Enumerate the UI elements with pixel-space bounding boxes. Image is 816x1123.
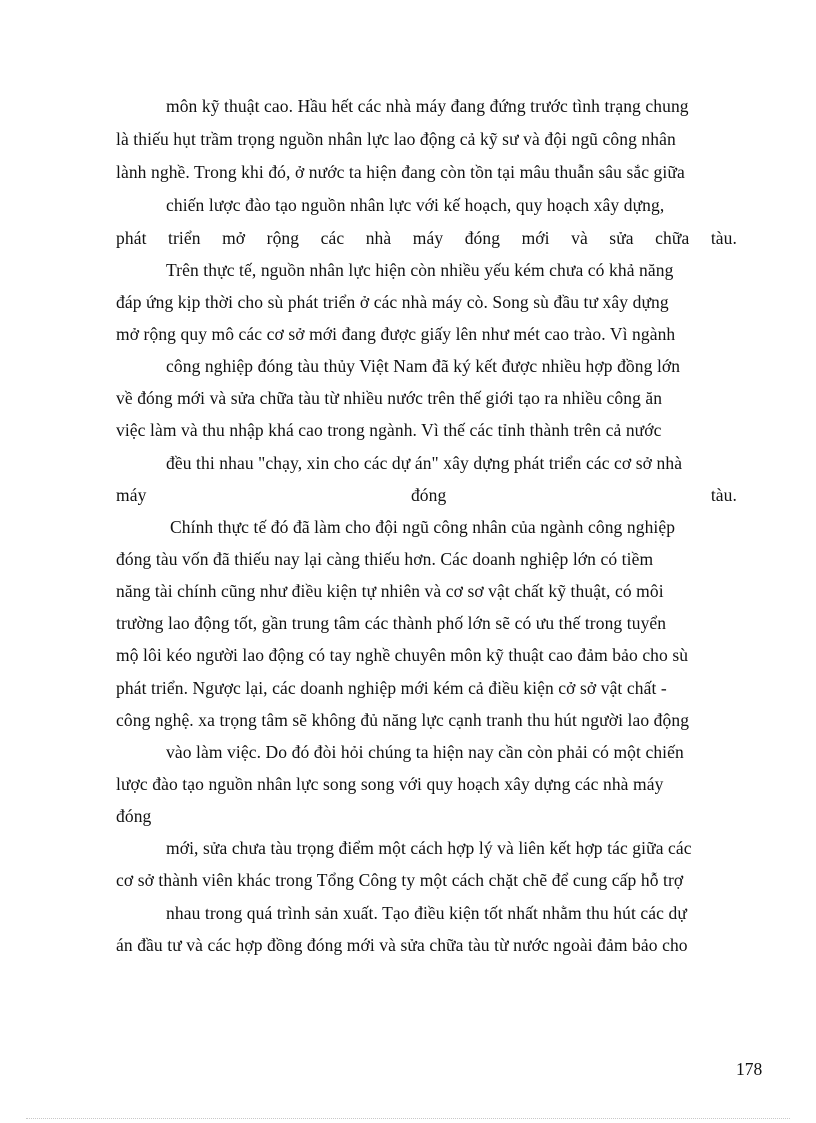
word: rộng xyxy=(266,228,300,248)
page-number: 178 xyxy=(736,1059,763,1079)
word: phát xyxy=(116,228,147,248)
text-line-1: môn kỹ thuật cao. Hầu hết các nhà máy đang đứng trước tình trạng chung xyxy=(166,96,689,116)
text-line-23: đóng xyxy=(116,806,152,826)
text-line-24: mới, sửa chưa tàu trọng điểm một cách hợp lý và liên kết hợp tác giữa các xyxy=(166,838,692,858)
text-line-18: mộ lôi kéo người lao động có tay nghề chuyên môn kỹ thuật cao đảm bảo cho sù xyxy=(116,645,689,665)
word: các xyxy=(320,228,345,248)
text-line-16: năng tài chính cũng như điều kiện tự nhiên và cơ sơ vật chất kỹ thuật, có môi xyxy=(116,581,664,601)
word: nhà xyxy=(365,228,392,248)
text-line-7: đáp ứng kịp thời cho sù phát triển ở các nhà máy cò. Song sù đầu tư xây dựng xyxy=(116,292,669,312)
text-line-2: là thiếu hụt trầm trọng nguồn nhân lực lao động cả kỹ sư và đội ngũ công nhân xyxy=(116,129,676,149)
text-line-3: lành nghề. Trong khi đó, ở nước ta hiện đang còn tồn tại mâu thuẫn sâu sắc giữa xyxy=(116,162,685,182)
text-line-8: mở rộng quy mô các cơ sở mới đang được giấy lên như mét cao trào. Vì ngành xyxy=(116,324,676,344)
text-line-15: đóng tàu vốn đã thiếu nay lại càng thiếu hơn. Các doanh nghiệp lớn có tiềm xyxy=(116,549,654,569)
text-line-4: chiến lược đào tạo nguồn nhân lực với kế hoạch, quy hoạch xây dựng, xyxy=(166,195,665,215)
text-line-13-split xyxy=(116,484,737,506)
word: tàu. xyxy=(710,228,737,248)
text-line-22: lược đào tạo nguồn nhân lực song song với quy hoạch xây dựng các nhà máy xyxy=(116,774,664,794)
page-bottom-divider xyxy=(26,1118,790,1119)
text-line-14: Chính thực tế đó đã làm cho đội ngũ công nhân của ngành công nghiệp xyxy=(170,517,676,537)
text-line-10: về đóng mới và sửa chữa tàu từ nhiều nước trên thế giới tạo ra nhiều công ăn xyxy=(116,388,663,408)
text-line-12: đều thi nhau "chạy, xin cho các dự án" xây dựng phát triển các cơ sở nhà xyxy=(166,453,683,473)
text-line-21: vào làm việc. Do đó đòi hỏi chúng ta hiện nay cần còn phải có một chiến xyxy=(166,742,684,762)
text-line-5-justified xyxy=(116,227,737,249)
word: mở xyxy=(222,228,246,248)
word: máy xyxy=(412,228,444,248)
word: đóng xyxy=(464,228,501,248)
word: mới xyxy=(521,228,550,248)
split-word-middle: đóng xyxy=(410,485,447,505)
word: và xyxy=(571,228,588,248)
text-line-17: trường lao động tốt, gần trung tâm các thành phố lớn sẽ có ưu thế trong tuyển xyxy=(116,613,667,633)
text-line-25: cơ sở thành viên khác trong Tổng Công ty một cách chặt chẽ để cung cấp hỗ trợ xyxy=(116,870,684,890)
text-line-19: phát triển. Ngược lại, các doanh nghiệp mới kém cả điều kiện cở sở vật chất - xyxy=(116,678,667,698)
word: sửa xyxy=(609,228,634,248)
split-word-right: tàu. xyxy=(710,485,737,505)
word: triển xyxy=(168,228,201,248)
word: chữa xyxy=(655,228,690,248)
text-line-27: án đầu tư và các hợp đồng đóng mới và sửa chữa tàu từ nước ngoài đảm bảo cho xyxy=(116,935,688,955)
split-word-left: máy xyxy=(116,485,147,505)
text-line-26: nhau trong quá trình sản xuất. Tạo điều kiện tốt nhất nhằm thu hút các dự xyxy=(166,903,687,923)
text-line-11: việc làm và thu nhập khá cao trong ngành. Vì thế các tỉnh thành trên cả nước xyxy=(116,420,662,440)
text-line-20: công nghệ. xa trọng tâm sẽ không đủ năng lực cạnh tranh thu hút người lao động xyxy=(116,710,690,730)
text-line-9: công nghiệp đóng tàu thủy Việt Nam đã ký kết được nhiều hợp đồng lớn xyxy=(166,356,681,376)
text-line-6: Trên thực tế, nguồn nhân lực hiện còn nhiều yếu kém chưa có khả năng xyxy=(166,260,674,280)
